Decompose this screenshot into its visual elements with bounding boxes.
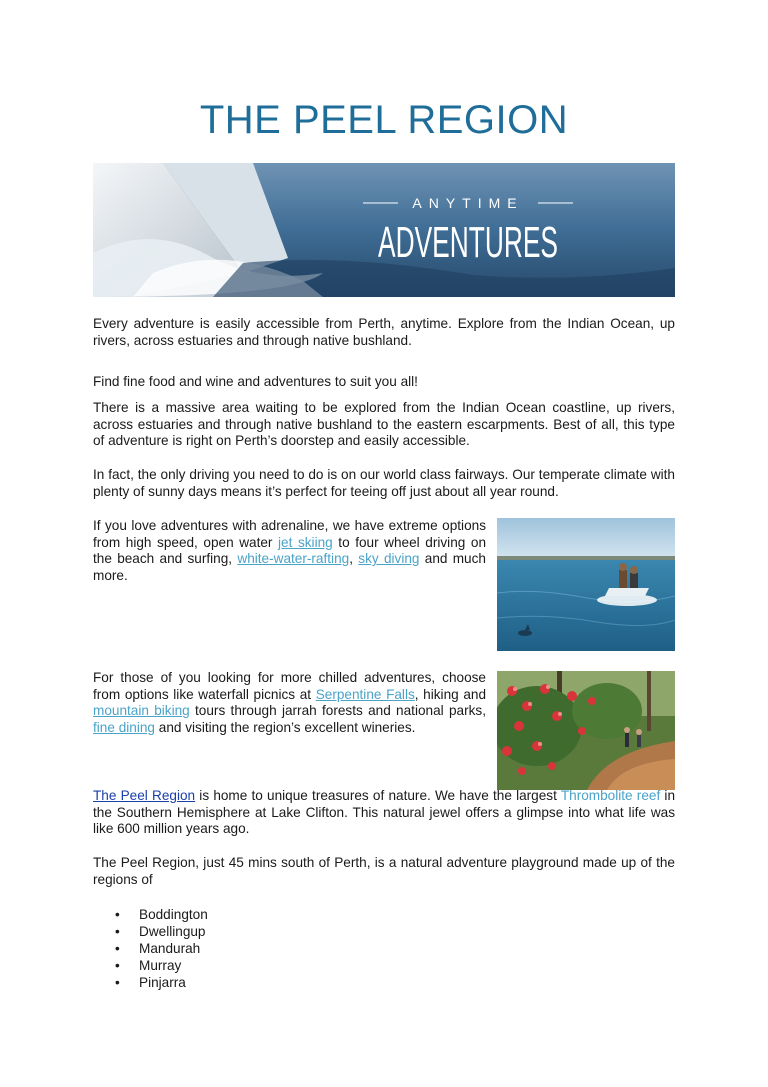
page-title: THE PEEL REGION (199, 98, 569, 142)
region-name: Murray (139, 958, 182, 973)
bullet-icon: • (115, 924, 120, 939)
fine-dining-link[interactable]: fine dining (93, 719, 155, 735)
explore-paragraph: There is a massive area waiting to be explored from the Indian Ocean coastline, up rivers, across estuaries and through native bushland to the eastern escarpments. Best of all, this type of adventure is right on Perth’s doorstep and easily accessible. (93, 400, 675, 448)
adrenaline-paragraph (93, 518, 486, 584)
banner-big-text: ADVENTURES (378, 218, 558, 267)
bullet-icon: • (115, 975, 120, 990)
banner-graphic (93, 163, 675, 297)
treasures-paragraph (93, 788, 675, 838)
food-wine-paragraph: Find fine food and wine and adventures to suit you all! (93, 374, 418, 389)
regions-list (93, 906, 208, 991)
fairways-paragraph: In fact, the only driving you need to do is on our world class fairways. Our temperate climate with plenty of sunny days means it’s perfect for teeing off just about all year round. (93, 467, 675, 499)
adrenaline-text-1: If you love adventures with adrenaline, we have extreme options from high speed, open water (93, 518, 486, 550)
region-name: Pinjarra (139, 975, 186, 990)
peel-region-link[interactable]: The Peel Region (93, 788, 196, 803)
adventures-banner-image (93, 163, 675, 297)
thrombolite-reef-text: Thrombolite reef (560, 788, 661, 803)
bullet-icon: • (115, 941, 120, 956)
mountain-biking-link[interactable]: mountain biking (93, 703, 190, 718)
intro-paragraph: Every adventure is easily accessible from Perth, anytime. Explore from the Indian Ocean, up rivers, across estuaries and through native bushland. (93, 316, 675, 348)
adrenaline-text-4: and much more. (93, 551, 486, 583)
chilled-text-4: and visiting the region’s excellent wineries. (154, 719, 416, 735)
region-name: Boddington (139, 907, 208, 922)
white-water-rafting-link[interactable]: white-water-rafting (237, 551, 350, 566)
bushland-photo (497, 671, 675, 790)
chilled-paragraph (93, 670, 486, 736)
list-item (93, 974, 208, 991)
list-item (93, 957, 208, 974)
region-name: Dwellingup (139, 924, 206, 939)
playground-paragraph: The Peel Region, just 45 mins south of Perth, is a natural adventure playground made up of the regions of (93, 855, 675, 887)
jet-ski-photo (497, 518, 675, 651)
sky-diving-link[interactable]: sky diving (358, 551, 420, 566)
bushland-graphic (497, 671, 675, 790)
list-item (93, 923, 208, 940)
list-item (93, 906, 208, 923)
bullet-icon: • (115, 958, 120, 973)
treasures-text-2: in the Southern Hemisphere at Lake Clifton. This natural jewel offers a glimpse into what life was like 600 million years ago. (93, 788, 676, 836)
serpentine-falls-link[interactable]: Serpentine Falls (315, 686, 415, 702)
jet-skiing-link[interactable]: jet skiing (278, 534, 333, 550)
jet-ski-graphic (497, 518, 675, 651)
bullet-icon: • (115, 907, 120, 922)
adrenaline-text-3: , (349, 551, 359, 566)
region-name: Mandurah (139, 941, 201, 956)
chilled-text-3: tours through jarrah forests and national parks, (189, 703, 486, 718)
list-item (93, 940, 208, 957)
adrenaline-text-2: to four wheel driving on the beach and surfing, (93, 534, 487, 566)
banner-small-text: ANYTIME (412, 195, 524, 211)
treasures-text-1: is home to unique treasures of nature. We have the largest (195, 788, 561, 803)
chilled-text-2: , hiking and (414, 686, 487, 702)
chilled-text-1: For those of you looking for more chilled adventures, choose from options like waterfall picnics at (93, 670, 486, 702)
